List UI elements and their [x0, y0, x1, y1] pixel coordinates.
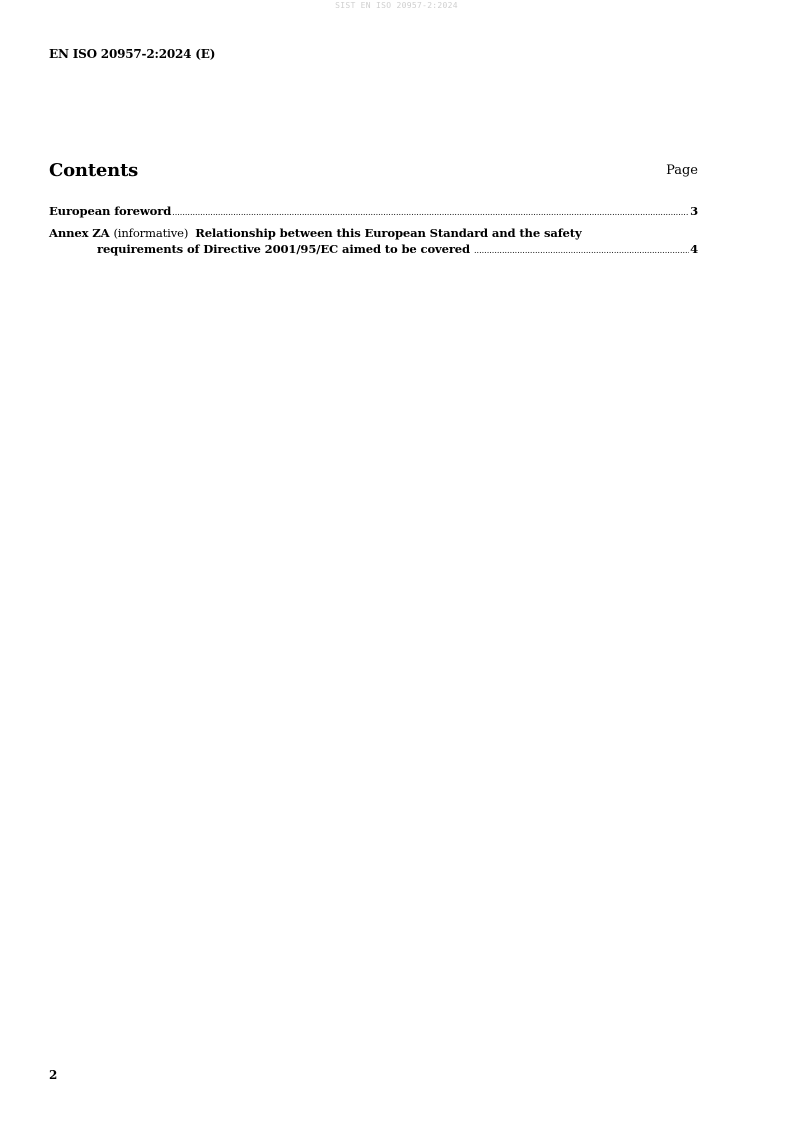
toc-entry-page[interactable]: 4 — [690, 242, 698, 256]
toc-entry-european-foreword[interactable] — [49, 203, 698, 221]
toc-entry-label[interactable]: Annex ZA — [49, 226, 110, 240]
contents-header — [49, 160, 698, 184]
table-of-contents — [49, 203, 698, 259]
toc-entry-title[interactable]: European foreword — [49, 204, 172, 218]
toc-entry-page[interactable]: 3 — [690, 204, 698, 218]
page-number: 2 — [49, 1068, 58, 1082]
toc-entry-annex-za[interactable] — [49, 225, 698, 259]
toc-entry-qualifier: (informative) — [113, 226, 189, 240]
toc-entry-title-line2[interactable]: requirements of Directive 2001/95/EC aimed to be covered — [97, 242, 470, 256]
contents-title: Contents — [49, 160, 139, 181]
document-identifier: EN ISO 20957-2:2024 (E) — [49, 47, 216, 61]
dot-leader — [172, 205, 689, 221]
toc-entry-title-line1[interactable]: Relationship between this European Standard and the safety — [195, 226, 582, 240]
toc-line — [49, 225, 698, 241]
dot-leader — [474, 243, 689, 259]
toc-line — [49, 241, 698, 259]
watermark: SIST EN ISO 20957-2:2024 — [335, 1, 458, 10]
toc-line — [49, 203, 698, 221]
contents-page-label: Page — [666, 163, 698, 178]
